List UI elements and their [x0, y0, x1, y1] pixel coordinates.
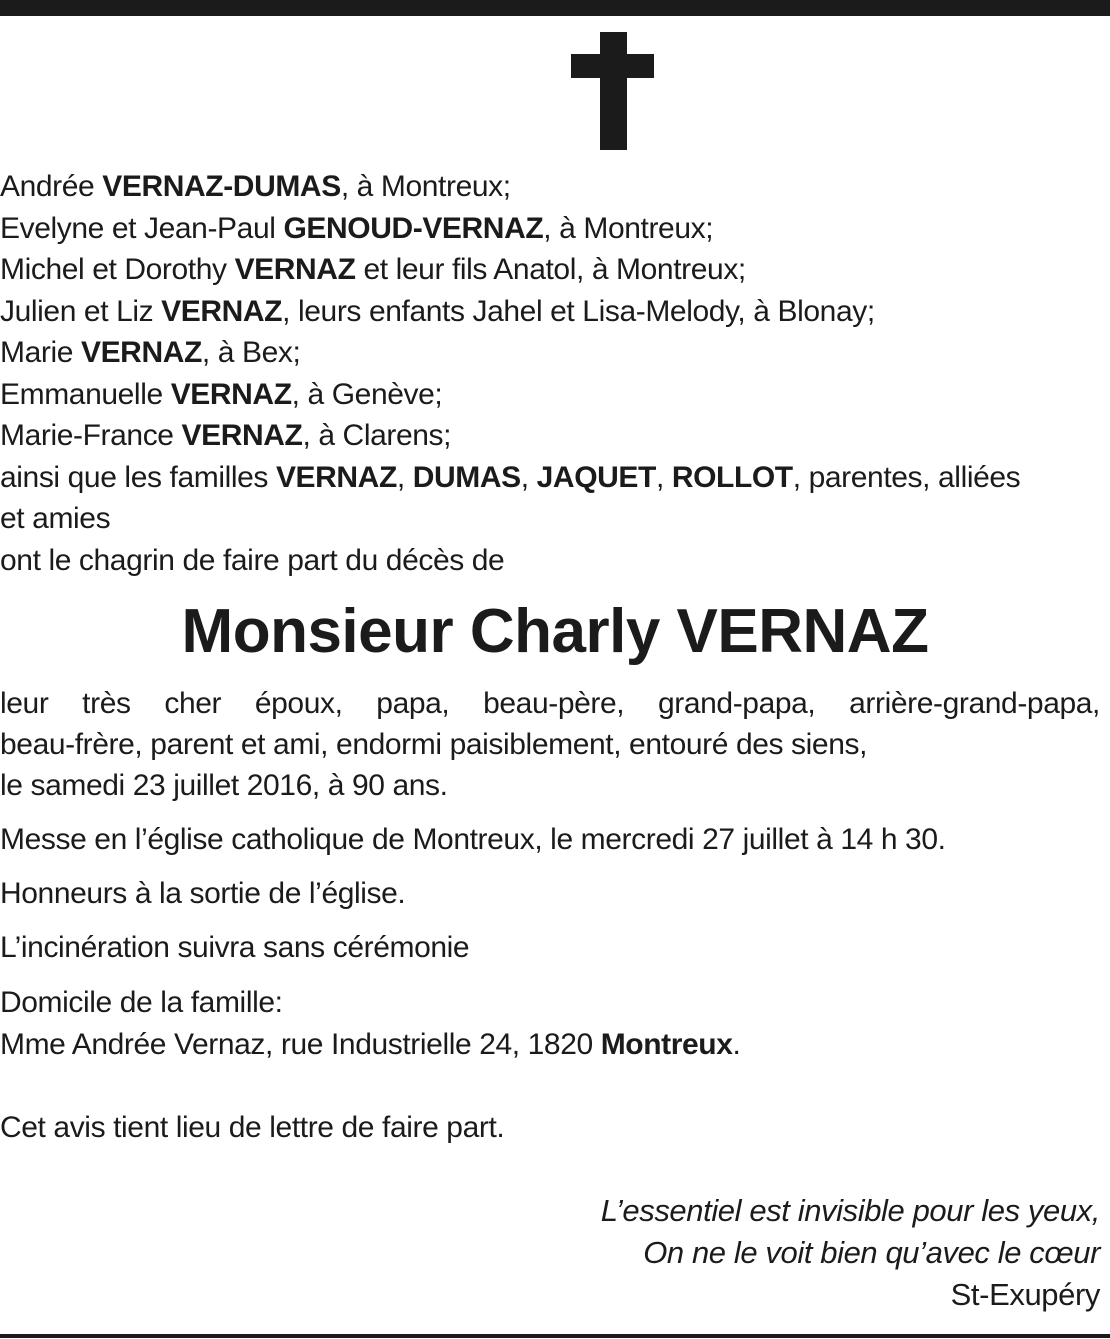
family-surname: VERNAZ-DUMAS: [102, 170, 341, 203]
other-families-line: [0, 458, 1020, 498]
family-line-prefix: Marie-France: [0, 419, 182, 452]
family-surname: VERNAZ: [181, 419, 303, 452]
family-line-suffix: , à Montreux;: [543, 211, 714, 245]
family-line: [0, 167, 511, 207]
family-line: [0, 292, 875, 332]
family-surname: VERNAZ: [234, 253, 356, 286]
family-surname: VERNAZ: [80, 336, 202, 369]
family-line-prefix: Marie: [0, 336, 81, 369]
family-line-prefix: Emmanuelle: [0, 377, 171, 411]
family-line: [0, 416, 451, 456]
family-line-suffix: et leur fils Anatol, à Montreux;: [355, 253, 746, 286]
deceased-name: Monsieur Charly VERNAZ: [181, 597, 929, 666]
families-prefix: ainsi que les familles: [0, 461, 276, 494]
family-line: [0, 250, 746, 290]
mass-line: Messe en l’église catholique de Montreux, le mercredi 27 juillet à 14 h 30.: [0, 823, 946, 856]
families-separator: ,: [520, 461, 537, 494]
families-surname: JAQUET: [536, 461, 656, 494]
family-line-prefix: Andrée: [0, 170, 103, 203]
quote-line-2: On ne le voit bien qu’avec le cœur: [643, 1235, 1100, 1270]
families-separator: ,: [655, 461, 672, 494]
domicile-city: Montreux: [600, 1028, 733, 1061]
families-suffix: , parentes, alliées: [792, 461, 1021, 494]
families-separator: ,: [396, 461, 413, 494]
family-line-suffix: , à Montreux;: [340, 170, 511, 203]
families-surname: ROLLOT: [671, 461, 793, 494]
family-line: [0, 333, 300, 373]
top-rule: [0, 0, 1110, 16]
family-line: [0, 375, 442, 415]
bottom-rule: [0, 1334, 1110, 1338]
family-line-prefix: Michel et Dorothy: [0, 253, 235, 286]
family-line-suffix: , leurs enfants Jahel et Lisa-Melody, à Blonay;: [282, 294, 875, 328]
announce-line: ont le chagrin de faire part du décès de: [0, 544, 505, 577]
family-line-suffix: , à Clarens;: [302, 419, 452, 452]
family-surname: VERNAZ: [170, 377, 292, 411]
domicile-street: Mme Andrée Vernaz, rue Industrielle 24, 1820: [0, 1028, 601, 1061]
domicile-address: [0, 1025, 740, 1065]
tribute-line-2: beau-frère, parent et ami, endormi paisiblement, entouré des siens,: [0, 728, 868, 761]
tribute-line-1: leur très cher époux, papa, beau-père, grand-papa, arrière-grand-papa,: [0, 687, 1100, 720]
domicile-end: .: [732, 1028, 741, 1061]
family-line-prefix: Julien et Liz: [0, 294, 162, 328]
notice-line: Cet avis tient lieu de lettre de faire part.: [0, 1111, 505, 1144]
family-line-prefix: Evelyne et Jean-Paul: [0, 211, 284, 245]
family-line-suffix: , à Bex;: [201, 336, 301, 369]
cremation-line: L’incinération suivra sans cérémonie: [0, 931, 470, 964]
tribute-line-3: le samedi 23 juillet 2016, à 90 ans.: [0, 769, 448, 802]
other-families-line-2: et amies: [0, 502, 111, 535]
quote-line-1: L’essentiel est invisible pour les yeux,: [600, 1193, 1100, 1228]
quote-author: St-Exupéry: [950, 1277, 1100, 1312]
family-surname: GENOUD-VERNAZ: [283, 211, 544, 245]
families-surname: DUMAS: [412, 461, 521, 494]
families-surname: VERNAZ: [275, 461, 397, 494]
latin-cross-icon: [571, 32, 654, 150]
domicile-label: Domicile de la famille:: [0, 986, 283, 1019]
family-line-suffix: , à Genève;: [291, 377, 443, 411]
family-line: [0, 209, 713, 249]
family-surname: VERNAZ: [161, 294, 283, 328]
honours-line: Honneurs à la sortie de l’église.: [0, 877, 406, 910]
